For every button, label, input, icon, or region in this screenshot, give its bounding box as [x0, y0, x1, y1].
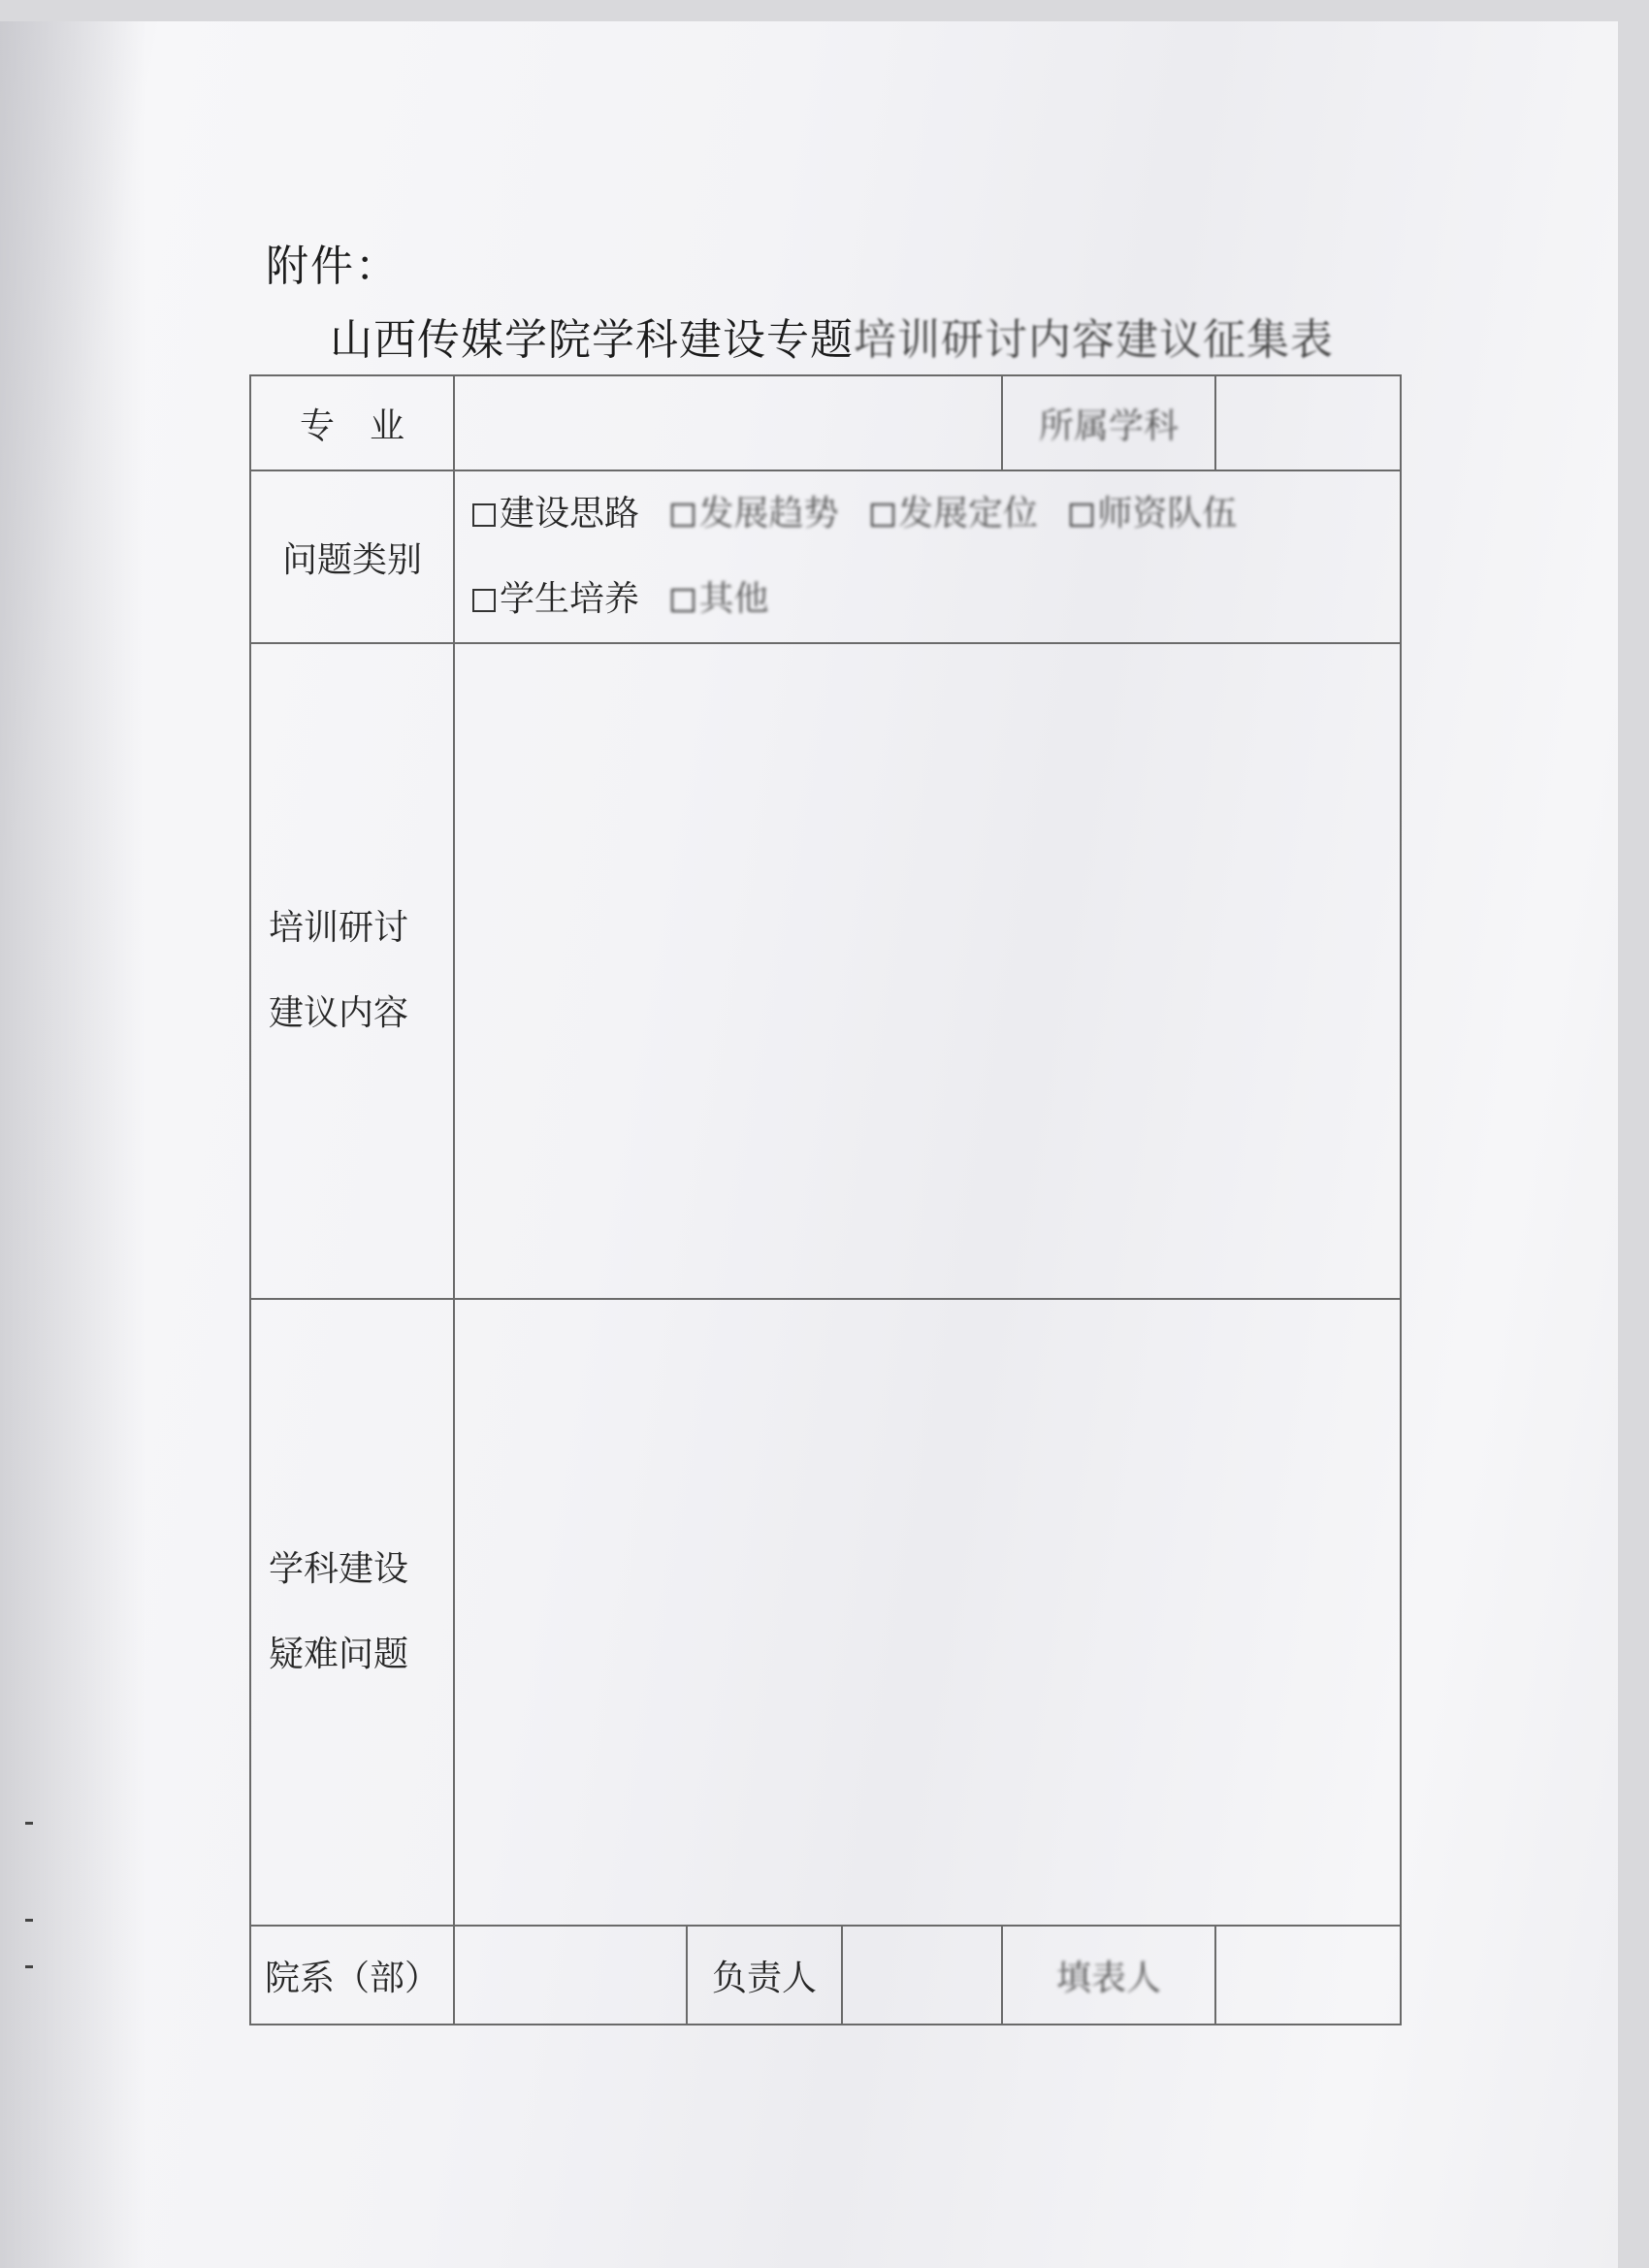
scan-edge-shadow — [0, 21, 146, 2268]
category-line-1 — [455, 471, 1400, 557]
row-signatures — [250, 1926, 1401, 2025]
form-title-part2: 培训研讨内容建议征集表 — [854, 315, 1334, 365]
scan-speck — [25, 1822, 33, 1825]
checkbox-icon[interactable] — [671, 503, 695, 527]
option-development-trend[interactable]: 发展趋势 — [671, 494, 838, 534]
suggestion-label: 培训研讨 建议内容 — [250, 643, 454, 1299]
discipline-input-cell[interactable] — [1215, 375, 1401, 470]
form-title-part1: 山西传媒学院学科建设专题 — [330, 315, 854, 365]
department-input-cell[interactable] — [454, 1926, 687, 2025]
option-faculty[interactable]: 师资队伍 — [1070, 494, 1237, 534]
suggestion-form-table — [249, 374, 1402, 2025]
checkbox-icon[interactable] — [472, 589, 496, 612]
row-major — [250, 375, 1401, 470]
category-line-2 — [455, 557, 1400, 642]
responsible-input-cell[interactable] — [842, 1926, 1002, 2025]
difficulty-label: 学科建设 疑难问题 — [250, 1299, 454, 1926]
major-label: 专 业 — [250, 375, 454, 470]
row-category — [250, 470, 1401, 643]
option-development-positioning[interactable]: 发展定位 — [871, 494, 1038, 534]
department-label: 院系（部） — [250, 1926, 454, 2025]
row-difficulty — [250, 1299, 1401, 1926]
responsible-label: 负责人 — [687, 1926, 842, 2025]
category-label: 问题类别 — [250, 470, 454, 643]
checkbox-icon[interactable] — [472, 503, 496, 527]
scan-speck — [25, 1965, 33, 1968]
row-suggestion — [250, 643, 1401, 1299]
filler-label: 填表人 — [1002, 1926, 1215, 2025]
form-title — [330, 305, 1334, 367]
category-options-cell — [454, 470, 1401, 643]
checkbox-icon[interactable] — [1070, 503, 1093, 527]
difficulty-input-area[interactable] — [454, 1299, 1401, 1926]
option-student-training[interactable]: 学生培养 — [472, 579, 639, 619]
checkbox-icon[interactable] — [871, 503, 894, 527]
filler-input-cell[interactable] — [1215, 1926, 1401, 2025]
major-input-cell[interactable] — [454, 375, 1002, 470]
checkbox-icon[interactable] — [671, 589, 695, 612]
scan-speck — [25, 1919, 33, 1922]
discipline-label: 所属学科 — [1002, 375, 1215, 470]
suggestion-input-area[interactable] — [454, 643, 1401, 1299]
attachment-label: 附件： — [266, 242, 400, 291]
option-construction-ideas[interactable]: 建设思路 — [472, 494, 639, 534]
option-other[interactable]: 其他 — [671, 579, 768, 619]
